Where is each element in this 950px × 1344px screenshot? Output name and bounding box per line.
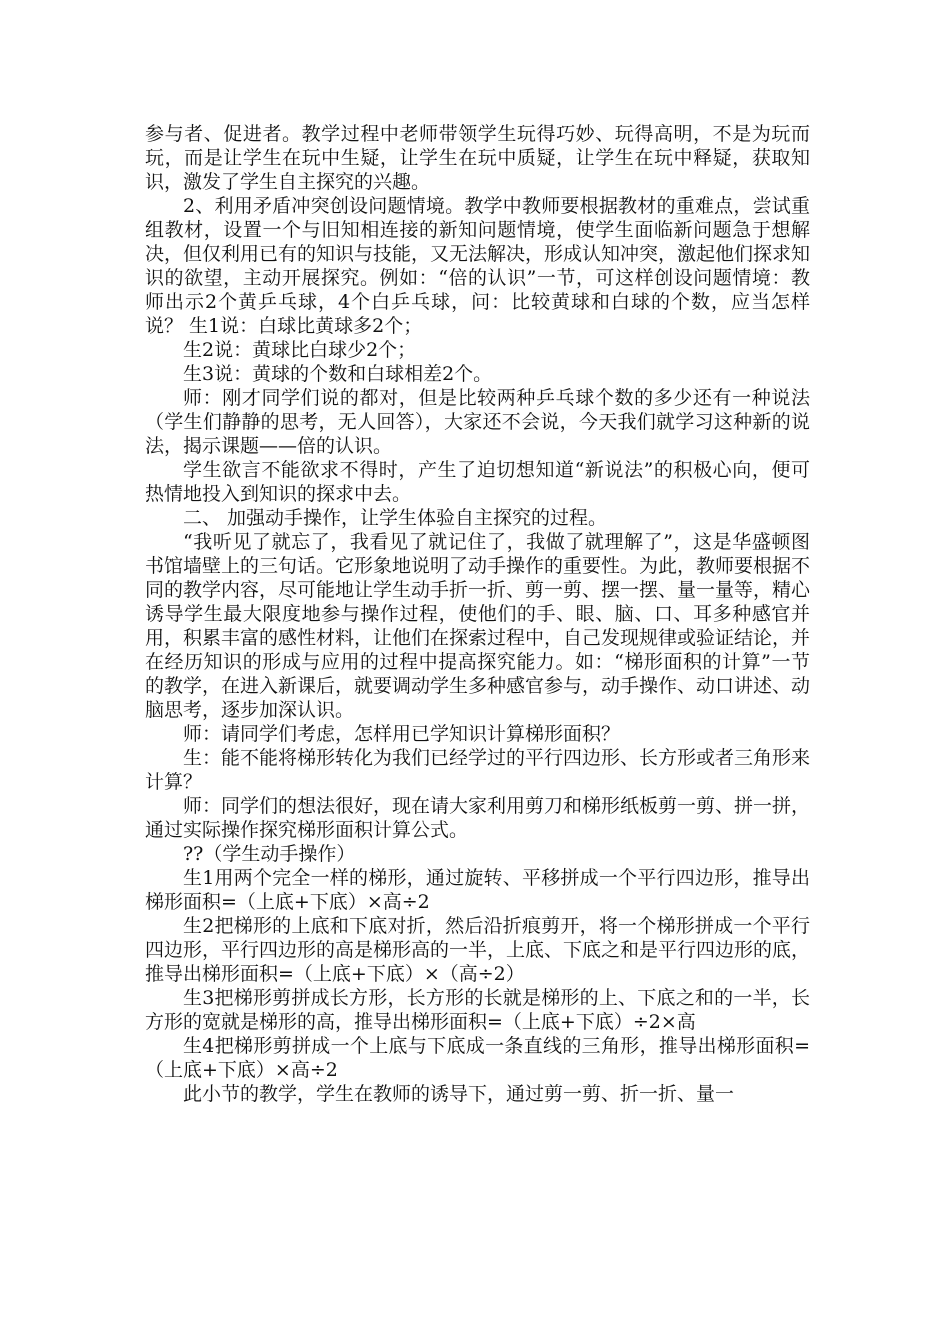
paragraph: 师：请同学们考虑，怎样用已学知识计算梯形面积？ [183,723,621,745]
paragraph: 2、利用矛盾冲突创设问题情境。教学中教师要根据教材的重难点，尝试重组教材，设置一个与旧知相连接的新知问题情境，使学生面临新问题急于想解决，但仅利用已有的知识与技能，又无法解决，形成认知冲突，激起他们探求知识的欲望，主动开展探究。例如：“倍的认识”一节，可这样创设问题情境：教师出示2个黄乒乓球，4个白乒乓球，问：比较黄球和白球的个数，应当怎样说？ 生1说：白球比黄球多2个； [145,195,811,337]
paragraph: 生4把梯形剪拼成一个上底与下底成一条直线的三角形，推导出梯形面积=（上底+下底）×高÷2 [145,1035,810,1081]
paragraph: 师：同学们的想法很好，现在请大家利用剪刀和梯形纸板剪一剪、拼一拼，通过实际操作探究梯形面积计算公式。 [145,795,811,841]
paragraph: 生：能不能将梯形转化为我们已经学过的平行四边形、长方形或者三角形来计算？ [145,747,811,793]
paragraph: 此小节的教学，学生在教师的诱导下，通过剪一剪、折一折、量一 [183,1083,735,1105]
paragraph: 生3把梯形剪拼成长方形，长方形的长就是梯形的上、下底之和的一半，长方形的宽就是梯形的高，推导出梯形面积=（上底+下底）÷2×高 [145,987,810,1033]
section-heading: 二、 加强动手操作，让学生体验自主探究的过程。 [183,507,608,529]
paragraph: 生2说：黄球比白球少2个； [183,339,417,361]
document-page [145,122,810,1106]
paragraph: 生2把梯形的上底和下底对折，然后沿折痕剪开，将一个梯形拼成一个平行四边形，平行四边形的高是梯形高的一半，上底、下底之和是平行四边形的底，推导出梯形面积=（上底+下底）×（高÷2） [145,915,811,985]
paragraph: 生1用两个完全一样的梯形，通过旋转、平移拼成一个平行四边形，推导出梯形面积=（上底+下底）×高÷2 [145,867,810,913]
paragraph: 参与者、促进者。教学过程中老师带领学生玩得巧妙、玩得高明，不是为玩而玩，而是让学生在玩中生疑，让学生在玩中质疑，让学生在玩中释疑，获取知识，激发了学生自主探究的兴趣。 [145,123,810,193]
paragraph: 师：刚才同学们说的都对，但是比较两种乒乓球个数的多少还有一种说法（学生们静静的思考，无人回答），大家还不会说，今天我们就学习这种新的说法，揭示课题——倍的认识。 [145,387,810,457]
paragraph: 学生欲言不能欲求不得时，产生了迫切想知道“新说法”的积极心向，便可热情地投入到知识的探求中去。 [145,459,810,505]
paragraph: 生3说：黄球的个数和白球相差2个。 [183,363,493,385]
paragraph: ??（学生动手操作） [183,843,356,865]
paragraph: “我听见了就忘了，我看见了就记住了，我做了就理解了”，这是华盛顿图书馆墙壁上的三句话。它形象地说明了动手操作的重要性。为此，教师要根据不同的教学内容，尽可能地让学生动手折一折、剪一剪、摆一摆、量一量等，精心诱导学生最大限度地参与操作过程，使他们的手、眼、脑、口、耳多种感官并用，积累丰富的感性材料，让他们在探索过程中，自己发现规律或验证结论，并在经历知识的形成与应用的过程中提高探究能力。如：“梯形面积的计算”一节的教学，在进入新课后，就要调动学生多种感官参与，动手操作、动口讲述、动脑思考，逐步加深认识。 [145,531,811,721]
